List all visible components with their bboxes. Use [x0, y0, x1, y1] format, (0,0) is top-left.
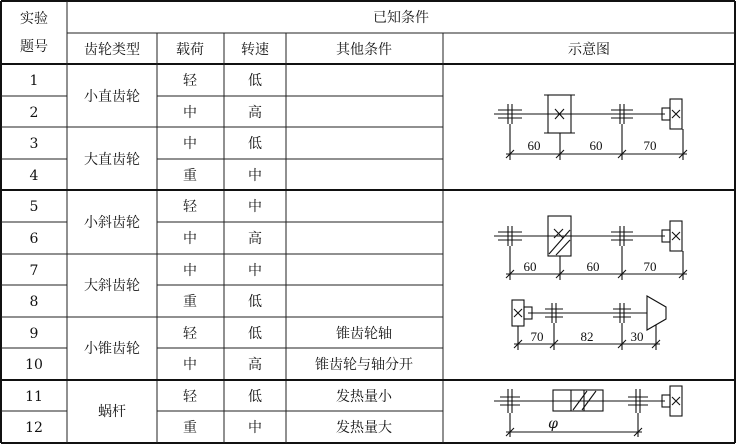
row-load: 轻: [183, 199, 197, 215]
row-no: 9: [29, 326, 39, 342]
row-load: 重: [183, 420, 197, 436]
gear-type-label: 小斜齿轮: [84, 215, 140, 231]
header-speed: 转速: [241, 42, 269, 58]
header-diagram: 示意图: [568, 42, 610, 58]
row-no: 10: [25, 357, 43, 373]
helical-dim-2: 60: [586, 259, 600, 274]
header-exp-no-line1: 实验: [20, 11, 48, 27]
row-no: 7: [29, 263, 39, 279]
row-speed: 中: [248, 263, 262, 279]
header-load: 载荷: [176, 42, 204, 58]
row-load: 中: [183, 136, 197, 152]
worm-dim-phi: φ: [548, 416, 558, 432]
helical-dim-3: 70: [643, 259, 657, 274]
row-no: 11: [25, 389, 43, 405]
row-speed: 中: [248, 199, 262, 215]
row-no: 4: [29, 168, 39, 184]
row-load: 重: [183, 168, 197, 184]
row-load: 轻: [183, 326, 197, 342]
row-other: 发热量小: [336, 389, 392, 405]
header-other-conditions: 其他条件: [336, 42, 392, 58]
row-load: 中: [183, 357, 197, 373]
spur-dim-1: 60: [527, 138, 541, 153]
row-no: 3: [29, 136, 39, 152]
gear-type-label: 蜗杆: [98, 404, 126, 420]
gear-type-label: 小锥齿轮: [84, 341, 140, 357]
row-speed: 高: [248, 231, 262, 247]
bevel-dim-3: 30: [630, 329, 644, 344]
bevel-dim-1: 70: [530, 329, 544, 344]
row-speed: 高: [248, 357, 262, 373]
header-exp-no-line2: 题号: [20, 39, 48, 55]
row-load: 中: [183, 105, 197, 121]
helical-dim-1: 60: [523, 259, 537, 274]
row-other: 锥齿轮与轴分开: [315, 357, 413, 373]
row-other: 锥齿轮轴: [336, 326, 392, 342]
row-speed: 低: [248, 73, 262, 89]
row-load: 中: [183, 263, 197, 279]
row-load: 重: [183, 294, 197, 310]
row-speed: 中: [248, 420, 262, 436]
gear-type-label: 小直齿轮: [84, 89, 140, 105]
row-speed: 中: [248, 168, 262, 184]
row-speed: 高: [248, 105, 262, 121]
row-no: 2: [29, 105, 39, 121]
row-load: 轻: [183, 389, 197, 405]
row-no: 8: [29, 294, 39, 310]
row-speed: 低: [248, 294, 262, 310]
row-speed: 低: [248, 326, 262, 342]
header-gear-type: 齿轮类型: [84, 42, 140, 58]
row-no: 5: [29, 199, 39, 215]
bevel-dim-2: 82: [580, 329, 594, 344]
row-speed: 低: [248, 389, 262, 405]
row-other: 发热量大: [336, 420, 392, 436]
row-speed: 低: [248, 136, 262, 152]
spur-dim-3: 70: [643, 138, 657, 153]
gear-type-label: 大斜齿轮: [84, 278, 140, 294]
row-no: 1: [29, 73, 39, 89]
gear-type-label: 大直齿轮: [84, 152, 140, 168]
spur-dim-2: 60: [589, 138, 603, 153]
row-no: 12: [25, 420, 43, 436]
row-load: 中: [183, 231, 197, 247]
row-no: 6: [29, 231, 39, 247]
row-load: 轻: [183, 73, 197, 89]
worm-shaft-diagram: [494, 386, 682, 437]
header-known-conditions: 已知条件: [373, 10, 429, 26]
